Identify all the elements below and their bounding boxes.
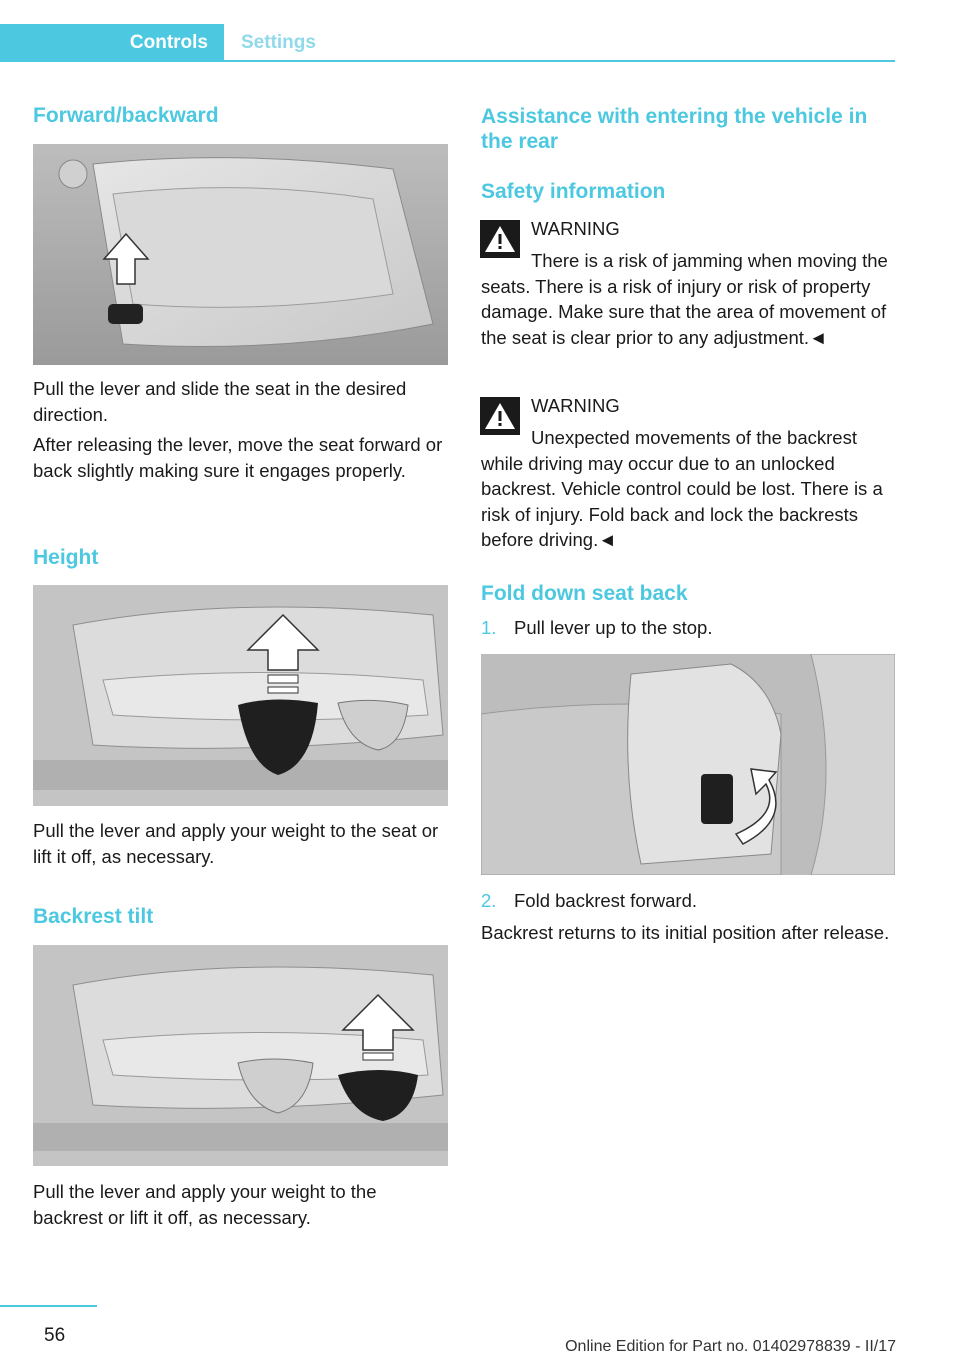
section-tabs [0, 24, 895, 62]
page-number: 56 [44, 1325, 66, 1346]
step-1-text: Pull lever up to the stop. [514, 617, 713, 638]
step-2 [481, 888, 697, 914]
step-2-number: 2. [481, 890, 497, 911]
fold-seat-photo [481, 654, 895, 875]
warning-1-text: There is a risk of jamming when moving the seats. There is a risk of injury or risk of property damage. Make sure that the area of movement of the seat is clear prior to any adjustment.◄ [481, 250, 888, 348]
forward-note: After releasing the lever, move the seat forward or back slightly making sure it engages properly. [33, 434, 443, 481]
seat-forward-photo [33, 144, 448, 365]
safety-information-heading: Safety information [481, 180, 666, 203]
seat-height-photo [33, 585, 448, 806]
backrest-instruction: Pull the lever and apply your weight to the backrest or lift it off, as necessary. [33, 1181, 377, 1228]
tab-controls: Controls [0, 24, 224, 62]
warning-2-label: WARNING [531, 395, 620, 416]
step-2-text: Fold backrest forward. [514, 890, 698, 911]
assist-entering-heading: Assistance with entering the vehicle in the rear [481, 105, 868, 153]
fold-down-heading: Fold down seat back [481, 582, 688, 605]
page-number-rule [0, 1305, 97, 1307]
step-1-number: 1. [481, 617, 497, 638]
header-rule [224, 60, 895, 62]
warning-2-text: Unexpected movements of the backrest while driving may occur due to an unlocked backrest. Vehicle control could be lost. There is a risk of injury. Fold back and lock the backrests before driving.◄ [481, 427, 883, 550]
height-instruction: Pull the lever and apply your weight to the seat or lift it off, as necessary. [33, 820, 439, 867]
tab-settings: Settings [241, 32, 316, 53]
height-heading: Height [33, 546, 99, 569]
fold-note: Backrest returns to its initial position after release. [481, 922, 890, 943]
edition-footer: Online Edition for Part no. 01402978839 - II/17 [565, 1338, 896, 1355]
forward-instruction: Pull the lever and slide the seat in the desired direction. [33, 378, 407, 425]
forward-backward-heading: Forward/backward [33, 104, 219, 127]
backrest-tilt-heading: Backrest tilt [33, 905, 154, 928]
step-1 [481, 615, 712, 641]
backrest-tilt-photo [33, 945, 448, 1166]
warning-1-label: WARNING [531, 218, 620, 239]
